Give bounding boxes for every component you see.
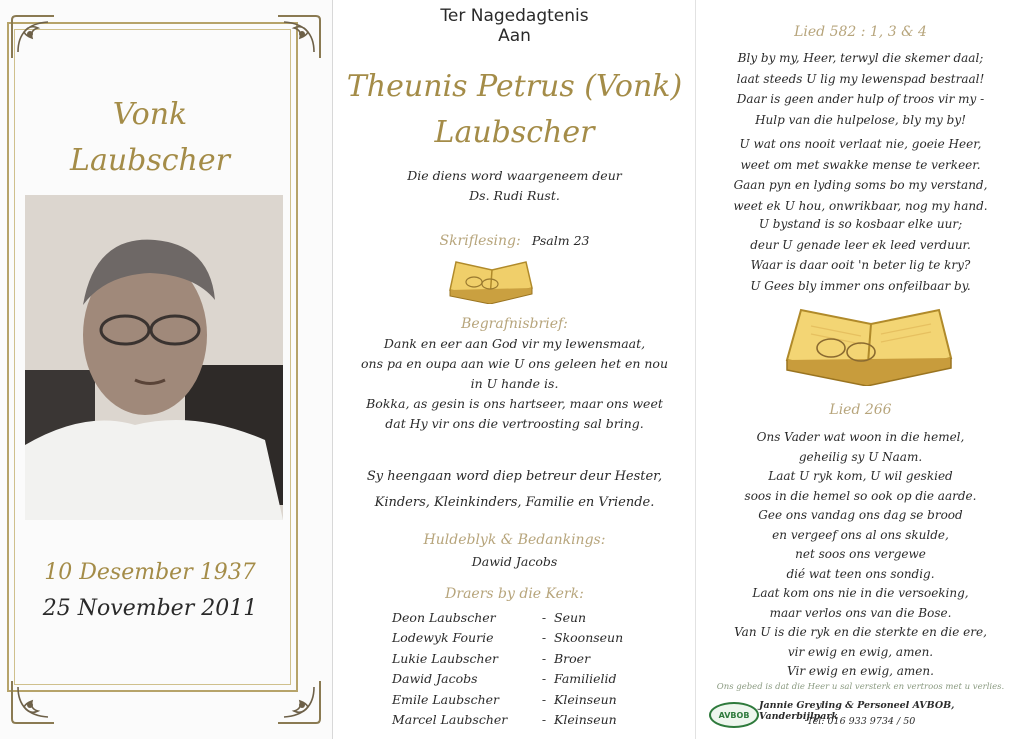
hymn-line: Hulp van die hulpelose, bly my by! (755, 112, 966, 127)
bearer-name: Lukie Laubscher (392, 650, 498, 666)
bearer-row (392, 648, 644, 669)
bearer-relation: Seun (554, 609, 587, 625)
funeral-letter (334, 334, 695, 434)
bearer-name: Deon Laubscher (392, 609, 496, 625)
deceased-name-line2: Laubscher (434, 115, 595, 150)
bearer-dash: - (541, 691, 547, 707)
tribute-label: Huldeblyk & Bedankings: (423, 532, 606, 548)
service-officiant (334, 166, 695, 206)
hymn-line: Daar is geen ander hulp of troos vir my - (736, 92, 985, 106)
funeral-letter-line: dat Hy vir ons die vertroosting sal bring. (385, 416, 644, 431)
hymn1-title: Lied 582 : 1, 3 & 4 (794, 24, 927, 40)
bearer-dash: - (541, 712, 547, 728)
bearer-row (392, 689, 644, 710)
hymn1-verse3 (697, 214, 1024, 296)
bearer-dash: - (541, 671, 547, 687)
bearer-dash: - (541, 609, 547, 625)
scripture-value: Psalm 23 (531, 233, 590, 248)
hymn-line: U wat ons nooit verlaat nie, goeie Heer, (739, 137, 982, 151)
hymn-line: dié wat teen ons sondig. (786, 566, 935, 581)
bearers-list (392, 607, 644, 730)
service-line2: Ds. Rudi Rust. (469, 188, 560, 203)
hymn-line: net soos ons vergewe (795, 547, 926, 561)
deceased-name-line1: Theunis Petrus (Vonk) (346, 69, 683, 104)
mourned-by (334, 464, 695, 516)
open-book-icon (446, 254, 536, 304)
bearer-relation: Kleinseun (554, 712, 617, 728)
bearer-name: Emile Laubscher (392, 691, 499, 707)
undertaker-phone: Tel: 016 933 9734 / 50 (807, 716, 916, 727)
hymn-line: Laat U ryk kom, U wil geskied (768, 469, 953, 483)
hymn-line: deur U genade leer ek leed verduur. (750, 237, 971, 252)
hymn-line: U Gees bly immer ons onfeilbaar by. (750, 278, 971, 293)
avbob-logo: AVBOB (709, 702, 759, 728)
cover-surname: Laubscher (70, 143, 230, 178)
birth-date: 10 Desember 1937 (44, 560, 256, 585)
hymn-line: geheilig sy U Naam. (798, 449, 923, 464)
hymn-line: Vir ewig en ewig, amen. (787, 664, 934, 678)
funeral-letter-label: Begrafnisbrief: (461, 316, 568, 332)
hymn-line: Bly by my, Heer, terwyl die skemer daal; (737, 51, 984, 65)
memorial-heading-line2: Aan (498, 26, 531, 46)
hymn-line: vir ewig en ewig, amen. (787, 644, 934, 659)
hymns-panel (697, 0, 1024, 739)
ornament-corner-icon (10, 679, 56, 725)
hymn-line: U bystand is so kosbaar elke uur; (758, 217, 963, 231)
mourned-line1: Sy heengaan word diep betreur deur Hester, (366, 469, 663, 484)
bearer-dash: - (541, 630, 547, 646)
hymn-line: laat steeds U lig my lewenspad bestraal! (736, 71, 985, 86)
cover-panel (0, 0, 333, 739)
bearer-relation: Broer (554, 650, 591, 666)
funeral-letter-line: ons pa en oupa aan wie U ons geleen het en nou (361, 356, 668, 371)
bearer-name: Marcel Laubscher (392, 712, 508, 728)
hymn-line: Van U is die ryk en die sterkte en die ere, (734, 625, 987, 639)
hymn-line: weet ek U hou, onwrikbaar, nog my hand. (733, 198, 988, 213)
hymn1-verse1 (697, 48, 1024, 130)
death-date: 25 November 2011 (42, 596, 258, 621)
ornament-corner-icon (276, 679, 322, 725)
undertaker-name: Jannie Greyling & Personeel AVBOB, Vanderbijlpark (759, 700, 955, 722)
tribute-value: Dawid Jacobs (471, 554, 558, 569)
hymn-line: en vergeef ons al ons skulde, (772, 527, 949, 542)
bearer-name: Dawid Jacobs (392, 671, 478, 687)
bearer-row (392, 710, 644, 731)
deceased-full-name (334, 64, 695, 156)
bearer-row (392, 607, 644, 628)
hymn-line: weet om met swakke mense te verkeer. (740, 157, 981, 172)
mourned-line2: Kinders, Kleinkinders, Familie en Vriende. (374, 495, 655, 510)
hymn-line: Gee ons vandag ons dag se brood (758, 508, 963, 522)
service-line1: Die diens word waargeneem deur (407, 168, 622, 183)
funeral-letter-line: in U hande is. (470, 376, 559, 391)
hymn-line: Gaan pyn en lyding soms bo my verstand, (733, 178, 988, 192)
scripture-label: Skriflesing: (439, 233, 521, 249)
funeral-letter-line: Dank en eer aan God vir my lewensmaat, (383, 336, 646, 351)
footer-note: Ons gebed is dat die Heer u sal versterk en vertroos met u verlies. (716, 682, 1005, 692)
cover-first-name: Vonk (112, 97, 188, 132)
bearer-relation: Skoonseun (554, 630, 624, 646)
memorial-heading-line1: Ter Nagedagtenis (440, 6, 589, 26)
hymn2-text (697, 428, 1024, 682)
hymn-line: Laat kom ons nie in die versoeking, (752, 586, 969, 600)
hymn2-title: Lied 266 (829, 402, 892, 418)
bearer-row (392, 669, 644, 690)
portrait-photo (25, 195, 283, 520)
memorial-heading (334, 6, 695, 46)
open-book-icon (781, 300, 957, 386)
bearer-relation: Kleinseun (554, 691, 617, 707)
hymn-line: Ons Vader wat woon in die hemel, (756, 430, 965, 444)
hymn-line: Waar is daar ooit 'n beter lig te kry? (750, 258, 971, 272)
bearers-label: Draers by die Kerk: (445, 586, 584, 602)
bearer-name: Lodewyk Fourie (392, 630, 494, 646)
hymn-line: soos in die hemel so ook op die aarde. (744, 488, 977, 503)
ornament-corner-icon (276, 14, 322, 60)
bearer-dash: - (541, 650, 547, 666)
ornament-corner-icon (10, 14, 56, 60)
service-panel (334, 0, 696, 739)
funeral-letter-line: Bokka, as gesin is ons hartseer, maar ons weet (366, 396, 663, 411)
bearer-row (392, 628, 644, 649)
hymn-line: maar verlos ons van die Bose. (769, 605, 952, 620)
bearer-relation: Familielid (554, 671, 617, 687)
scripture-reading (334, 230, 695, 251)
hymn1-verse2 (697, 134, 1024, 216)
